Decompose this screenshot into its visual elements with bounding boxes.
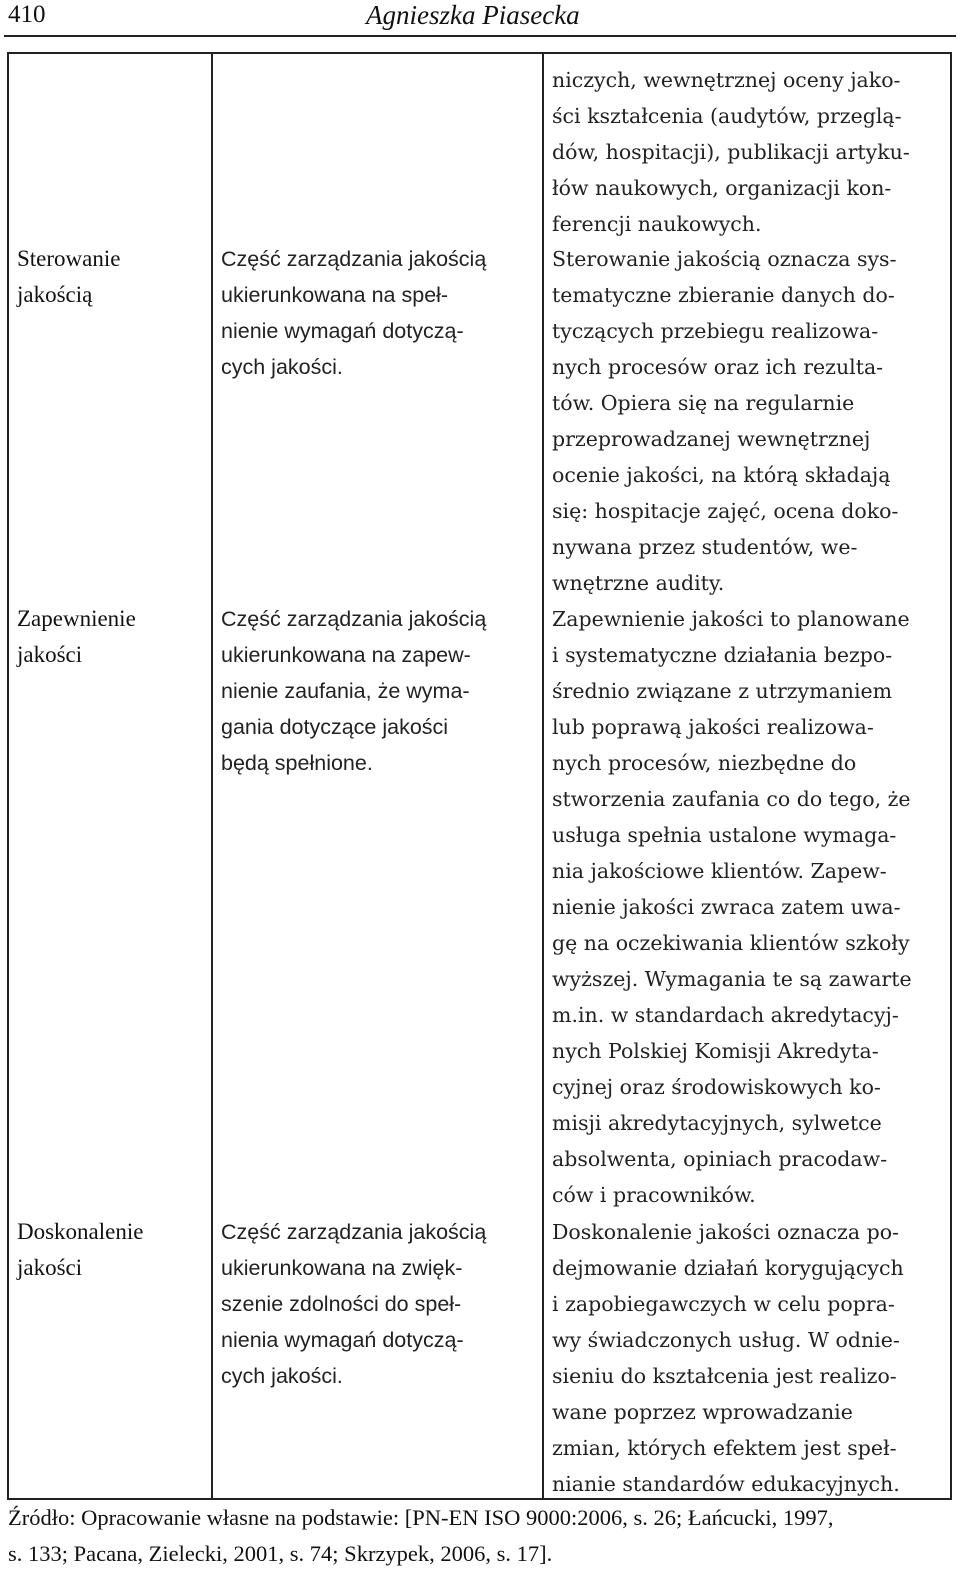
page-header xyxy=(0,0,960,36)
term-zapewnienie: Zapewnienie jakości xyxy=(17,606,136,667)
standard-doskonalenie: Część zarządzania jakością ukierunkowana na zwięk- szenie zdolności do speł- nienia wymagań dotyczą- cych jakości. xyxy=(221,1220,487,1388)
standard-zapewnienie: Część zarządzania jakością ukierunkowana na zapew- nienie zaufania, że wyma- gania dotyczące jakości będą spełnione. xyxy=(221,607,487,775)
running-head-author: Agnieszka Piasecka xyxy=(366,0,580,30)
source-note: Źródło: Opracowanie własne na podstawie: [PN-EN ISO 9000:2006, s. 26; Łańcucki, 1997, s. 133; Pacana, Zielecki, 2001, s. 74; Skrzypek, 2006, s. 17]. xyxy=(8,1505,834,1566)
term-doskonalenie: Doskonalenie jakości xyxy=(17,1219,144,1280)
term-sterowanie: Sterowanie jakością xyxy=(17,246,121,307)
definition-zapewnienie: Zapewnienie jakości to planowane i systematyczne działania bezpo- średnio związane z utrzymaniem lub poprawą jakości realizowa- nych procesów, niezbędne do stworzenia zaufania co do tego, że usługa spełnia ustalone wymaga- nia jakościowe klientów. Zapew- nienie jakości zwraca zatem uwa- gę na oczekiwania klientów szkoły wyższej. Wymagania te są zawarte m.in. w standardach akredytacyj- nych Polskiej Komisji Akredyta- cyjnej oraz środowiskowych ko- misji akredytacyjnych, sylwetce absolwenta, opiniach pracodaw- ców i pracowników. xyxy=(552,607,912,1207)
column-divider xyxy=(211,54,213,1498)
definition-continuation: niczych, wewnętrznej oceny jako- ści kształcenia (audytów, przeglą- dów, hospitacji), publikacji artyku- łów naukowych, organizacji kon- ferencji naukowych. xyxy=(552,68,910,236)
standard-sterowanie: Część zarządzania jakością ukierunkowana na speł- nienie wymagań dotyczą- cych jakości. xyxy=(221,247,487,379)
quality-management-table xyxy=(7,52,952,1500)
definition-sterowanie: Sterowanie jakością oznacza sys- tematyczne zbieranie danych do- tyczących przebiegu realizowa- nych procesów oraz ich rezulta- tów. Opiera się na regularnie przeprowadzanej wewnętrznej ocenie jakości, na którą składają się: hospitacje zajęć, ocena doko- nywana przez studentów, we- wnętrzne audity. xyxy=(552,247,899,595)
column-divider xyxy=(542,54,544,1498)
header-rule xyxy=(4,35,956,37)
page-number: 410 xyxy=(8,1,46,28)
definition-doskonalenie: Doskonalenie jakości oznacza po- dejmowanie działań korygujących i zapobiegawczych w celu popra- wy świadczonych usług. W odnie- sieniu do kształcenia jest realizo- wane poprzez wprowadzanie zmian, których efektem jest speł- nianie standardów edukacyjnych. xyxy=(552,1220,904,1496)
